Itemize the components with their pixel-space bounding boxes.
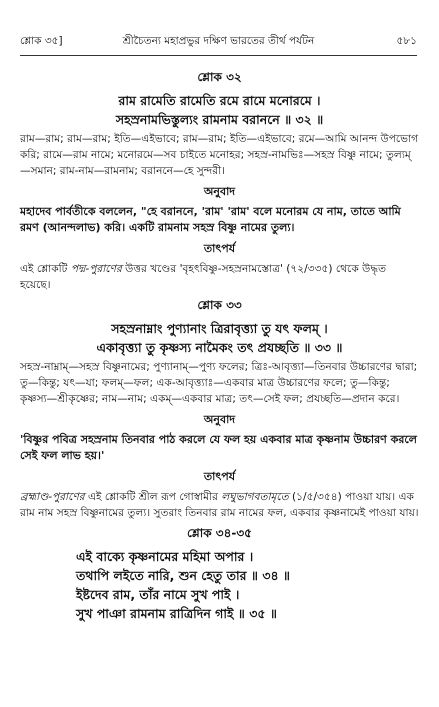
verse-34-line-1: এই বাক্যে কৃষ্ণনামের মহিমা অপার । xyxy=(76,549,254,564)
purport-text: উত্তর খণ্ডের 'বৃহৎবিষ্ণু-সহস্রনামস্তোত্র' (৭২/৩৩৫) থেকে উদ্ধৃত হয়েছে। xyxy=(20,263,387,291)
verse-34-35-heading: শ্লোক ৩৪-৩৫ xyxy=(187,526,252,540)
verse-32-translation-label: অনুবাদ xyxy=(203,185,236,198)
verse-32-purport xyxy=(20,261,419,293)
purport-text: এই শ্লোকটি xyxy=(20,263,71,275)
verse-32-purport-label: তাৎপর্য xyxy=(203,242,236,255)
purport-text: এই শ্লোকটি শ্রীল রূপ গোস্বামীর xyxy=(84,491,222,503)
verse-35-line-1: ইষ্টদেব রাম, তাঁর নামে সুখ পাই । xyxy=(76,587,240,602)
purport-source-title: ব্রহ্মাণ্ড-পুরাণের xyxy=(20,491,85,503)
verse-33-translation: 'বিষ্ণুর পবিত্র সহস্রনাম তিনবার পাঠ করলে যে ফল হয় একবার মাত্র কৃষ্ণনাম উচ্চারণ করলে সেই ফল লাভ হয়।' xyxy=(20,433,418,462)
header-title: শ্রীচৈতন্য মহাপ্রভুর দক্ষিণ ভারতের তীর্থ পর্যটন xyxy=(122,35,315,47)
header-rule xyxy=(20,55,417,56)
verse-33-line-2: একাবৃত্ত্যা তু কৃষ্ণস্য নামৈকং তৎ প্রযচ্ছতি ॥ ৩৩ ॥ xyxy=(96,340,343,355)
verse-33-purport xyxy=(20,489,419,521)
verse-34-line-2: তথাপি লইতে নারি, শুন হেতু তার ॥ ৩৪ ॥ xyxy=(76,568,290,583)
page-content xyxy=(20,66,419,623)
page-number: ৫৮১ xyxy=(396,35,417,47)
verse-32-heading: শ্লোক ৩২ xyxy=(197,70,242,84)
verse-32-translation: মহাদেব পার্বতীকে বললেন, "হে বরাননে, 'রাম' 'রাম' বলে মনোরম যে নাম, তাতে আমি রমণ (আনন্দলাভ) করি। একটি রামনাম সহস্র বিষ্ণু নামের তুল্য। xyxy=(20,205,401,234)
verse-33-heading: শ্লোক ৩৩ xyxy=(197,298,242,312)
verse-33-purport-label: তাৎপর্য xyxy=(203,470,236,483)
purport-source-title: লঘুভাগবতামৃতে xyxy=(221,491,289,503)
verse-32-line-1: রাম রামেতি রামেতি রমে রামে মনোরমে । xyxy=(118,93,321,108)
verse-32-line-2: সহস্রনামভিস্তুল্যং রামনাম বরাননে ॥ ৩২ ॥ xyxy=(115,112,324,127)
header-verse-ref: শ্লোক ৩৫] xyxy=(20,35,63,47)
running-header xyxy=(20,34,417,50)
verse-35-line-2: সুখ পাঞা রামনাম রাত্রিদিন গাই ॥ ৩৫ ॥ xyxy=(76,606,277,621)
verse-33-line-1: সহস্রনাম্নাং পুণ্যানাং ত্রিরাবৃত্ত্যা তু যৎ ফলম্ । xyxy=(111,321,328,336)
purport-text: (১/৫/৩৫৪) পাওয়া যায়। এক রাম নাম সহস্র বিষ্ণুনামের তুল্য। সুতরাং তিনবার রাম নামের ফল, একবার কৃষ্ণনামেই পাওয়া যায়। xyxy=(20,491,419,519)
verse-32-synonyms: রাম—রাম; রাম—রাম; ইতি—এইভাবে; রাম—রাম; ইতি—এইভাবে; রমে—আমি আনন্দ উপভোগ করি; রামে—রাম নামে; মনোরমে—সব চাইতে মনোহর; সহস্র-নামভিঃ—সহস্র বিষ্ণু নামে; তুল্যম্—সমান; রাম-নাম—রামনাম; বরাননে—হে সুন্দরী। xyxy=(20,133,419,177)
verse-33-synonyms: সহস্র-নাম্নাম্—সহস্র বিষ্ণুনামের; পুণ্যানাম্—পুণ্য ফলের; ত্রিঃ-আবৃত্ত্যা—তিনবার উচ্চারণের দ্বারা; তু—কিন্তু; যৎ—যা; ফলম্—ফল; এক-আবৃত্ত্যাঃ—একবার মাত্র উচ্চারণের ফলে; তু—কিন্তু; কৃষ্ণস্য—শ্রীকৃষ্ণের; নাম—নাম; একম্—একবার মাত্র; তৎ—সেই ফল; প্রযচ্ছতি—প্রদান করে। xyxy=(20,361,418,405)
verse-33-translation-label: অনুবাদ xyxy=(203,413,236,426)
purport-source-title: পদ্ম-পুরাণের xyxy=(70,263,122,275)
